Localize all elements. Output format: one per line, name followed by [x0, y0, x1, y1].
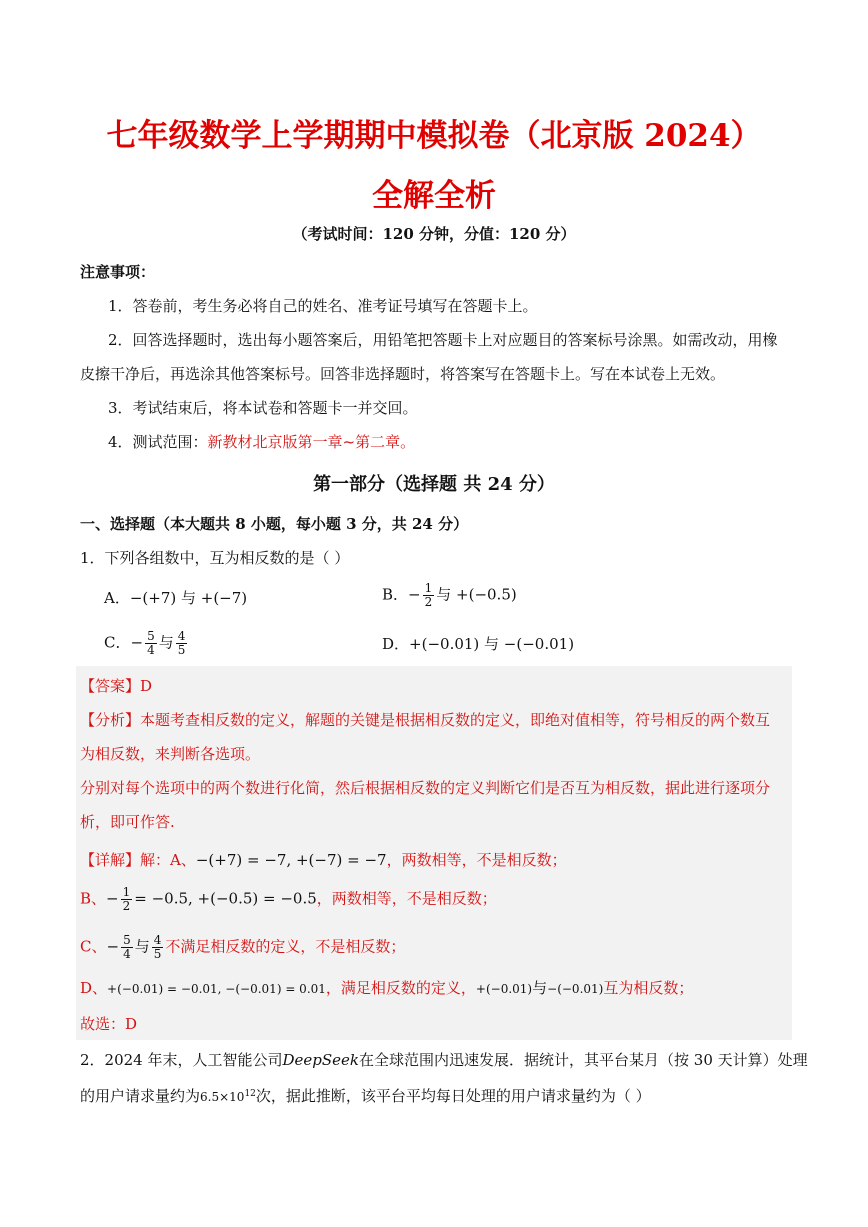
detail-c-fraction-1: $\frac{5}{4}$ — [123, 933, 131, 961]
analysis-line-1: 【分析】本题考查相反数的定义，解题的关键是根据相反数的定义，即绝对值相等，符号相反的两个数互 — [80, 711, 771, 729]
option-d — [382, 634, 574, 654]
option-c-fraction-2: $\frac{4}{5}$ — [177, 629, 186, 657]
option-c-mid: 与 — [158, 633, 174, 652]
detail-a-text: ，两数相等，不是相反数； — [386, 851, 567, 869]
exam-info: （考试时间：120 分钟，分值：120 分） — [292, 225, 576, 243]
detail-d-math: +(−0.01) = −0.01, −(−0.01) = 0.01 — [107, 982, 326, 996]
detail-d-math-2: +(−0.01) — [475, 982, 533, 996]
notice-item-2-line-1: 2．回答选择题时，选出每小题答案后，用铅笔把答题卡上对应题目的答案标号涂黑。如需改动，用橡 — [108, 331, 778, 349]
detail-d-text-3: 互为相反数； — [603, 979, 694, 997]
detail-b-text: ，两数相等，不是相反数； — [316, 889, 497, 908]
option-b — [382, 582, 517, 609]
option-a-label: A． — [104, 589, 130, 607]
question-2-line-1 — [80, 1050, 808, 1070]
detail-c-prefix: C、 — [80, 937, 107, 956]
detail-a — [80, 850, 567, 870]
option-b-sign: − — [408, 585, 421, 604]
question-2-line-2-prefix: 的用户请求量约为 — [80, 1087, 201, 1105]
option-b-fraction: $\frac{1}{2}$ — [424, 581, 433, 609]
notice-item-2-line-2: 皮擦干净后，再选涂其他答案标号。回答非选择题时，将答案写在答题卡上。写在本试卷上无效。 — [80, 365, 726, 383]
question-2-line-2-suffix: 次，据此推断，该平台平均每日处理的用户请求量约为（ ） — [255, 1087, 651, 1105]
answer-line: 【答案】D — [80, 677, 153, 695]
notice-item-3: 3．考试结束后，将本试卷和答题卡一并交回。 — [108, 399, 418, 417]
question-2-suffix: 在全球范围内迅速发展．据统计，其平台某月（按 30 天计算）处理 — [359, 1051, 808, 1069]
question-2-amount: $6.5\times 10^{12}$ — [200, 1089, 256, 1104]
detail-c-text: 不满足相反数的定义，不是相反数； — [165, 937, 406, 956]
question-2-company: DeepSeek — [282, 1051, 360, 1069]
option-d-label: D． — [382, 635, 410, 653]
option-d-expr: +(−0.01) 与 −(−0.01) — [409, 635, 575, 653]
detail-b-math: = −0.5, +(−0.5) = −0.5 — [134, 889, 317, 908]
analysis-line-4: 析，即可作答. — [80, 813, 175, 831]
detail-c-fraction-2: $\frac{4}{5}$ — [153, 933, 162, 961]
section-heading: 一、选择题（本大题共 8 小题，每小题 3 分，共 24 分） — [80, 515, 469, 533]
question-2-line-2 — [80, 1084, 651, 1107]
notice-item-1: 1．答卷前，考生务必将自己的姓名、准考证号填写在答题卡上。 — [108, 297, 538, 315]
detail-c-sign: − — [106, 937, 120, 956]
detail-b-sign: − — [106, 889, 119, 908]
notice-item-4-prefix: 4．测试范围： — [108, 433, 208, 451]
notice-item-4-scope: 新教材北京版第一章~第二章。 — [207, 433, 416, 451]
detail-b-prefix: B、 — [80, 889, 107, 908]
detail-a-math: −(+7) = −7, +(−7) = −7 — [195, 851, 387, 869]
notice-item-4 — [108, 432, 415, 452]
option-a-expr: −(+7) 与 +(−7) — [129, 589, 248, 607]
option-c-fraction-1: $\frac{5}{4}$ — [147, 629, 155, 657]
detail-d-math-3: −(−0.01) — [547, 982, 604, 996]
option-c-label: C． — [104, 633, 131, 652]
detail-b-fraction: $\frac{1}{2}$ — [122, 885, 131, 913]
option-a — [104, 588, 247, 608]
detail-d-prefix: D、 — [80, 979, 108, 997]
option-c — [104, 630, 189, 657]
option-b-label: B． — [382, 585, 409, 604]
option-b-rest: 与 +(−0.5) — [436, 585, 517, 604]
question-2-prefix: 2．2024 年末，人工智能公司 — [80, 1051, 283, 1069]
detail-c — [80, 934, 405, 961]
document-subtitle: 全解全析 — [372, 178, 496, 214]
detail-d-text-1: ，满足相反数的定义， — [325, 979, 476, 997]
section-title: 第一部分（选择题 共 24 分） — [313, 474, 555, 495]
document-title: 七年级数学上学期期中模拟卷（北京版 2024） — [106, 118, 762, 154]
detail-c-mid: 与 — [134, 937, 150, 956]
analysis-line-2: 为相反数，来判断各选项。 — [80, 745, 261, 763]
detail-b — [80, 886, 497, 913]
detail-d — [80, 978, 693, 999]
analysis-line-3: 分别对每个选项中的两个数进行化简，然后根据相反数的定义判断它们是否互为相反数，据此进行逐项分 — [80, 779, 771, 797]
question-1-stem: 1．下列各组数中，互为相反数的是（ ） — [80, 549, 350, 567]
detail-d-text-2: 与 — [532, 979, 548, 997]
detail-prefix: 【详解】解：A、 — [80, 851, 196, 869]
notice-heading: 注意事项： — [80, 263, 156, 281]
option-c-sign: − — [130, 633, 144, 652]
choice-line: 故选：D — [80, 1015, 138, 1033]
